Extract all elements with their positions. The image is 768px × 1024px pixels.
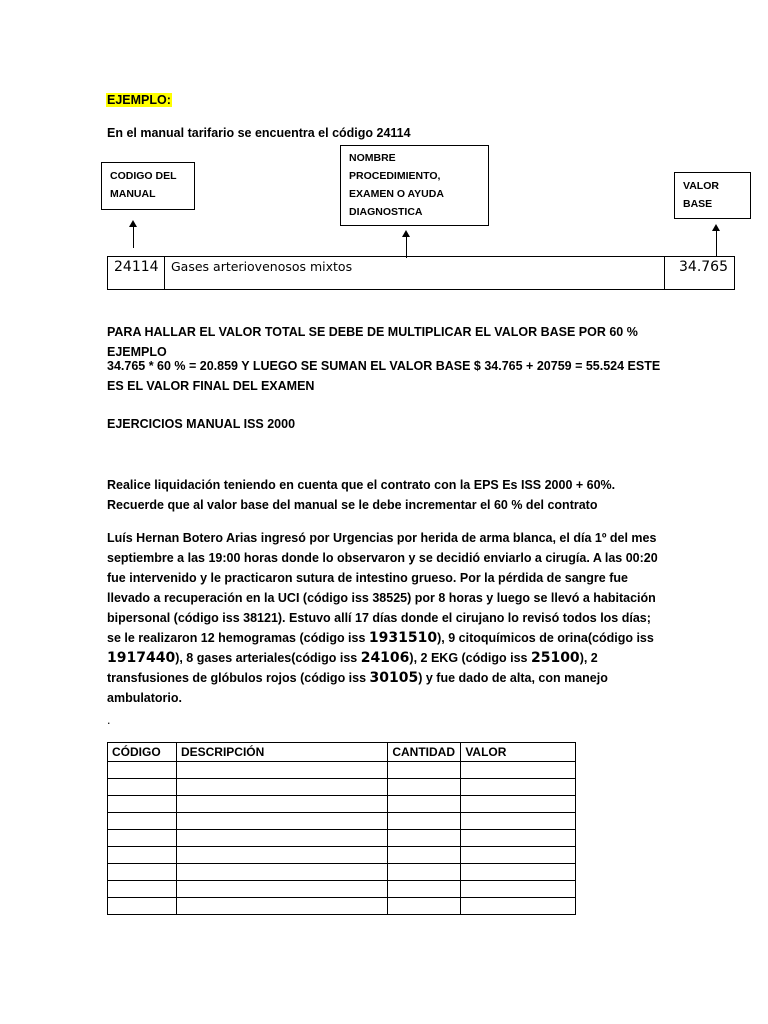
table-row (108, 881, 576, 898)
case-part-3: ), 8 gases arteriales(código iss (175, 651, 361, 665)
cell-cantidad[interactable] (388, 796, 461, 813)
table-row (108, 847, 576, 864)
example-value: 34.765 (679, 259, 728, 275)
case-code-2: 1917440 (107, 650, 176, 666)
cell-valor[interactable] (461, 762, 576, 779)
cell-codigo[interactable] (108, 830, 177, 847)
box-codigo-manual: CODIGO DEL MANUAL (101, 162, 195, 210)
cell-codigo[interactable] (108, 864, 177, 881)
example-description: Gases arteriovenosos mixtos (165, 257, 665, 289)
case-part-2: ), 9 citoquímicos de orina(código iss (437, 631, 654, 645)
example-label-wrap (106, 91, 172, 109)
table-row (108, 830, 576, 847)
cell-valor[interactable] (461, 830, 576, 847)
cell-cantidad[interactable] (388, 830, 461, 847)
header-descripcion: DESCRIPCIÓN (176, 743, 387, 762)
arrow-codigo (133, 226, 134, 248)
instructions-text: Realice liquidación teniendo en cuenta que el contrato con la EPS Es ISS 2000 + 60%. Recuerde que al valor base del manual se le debe incrementar el 60 % del contrato (107, 478, 616, 512)
arrow-nombre (406, 236, 407, 258)
case-code-1: 1931510 (368, 630, 438, 646)
cell-descripcion[interactable] (176, 779, 387, 796)
cell-valor[interactable] (461, 796, 576, 813)
liquidation-table (107, 742, 576, 915)
intro-text: En el manual tarifario se encuentra el código 24114 (107, 126, 411, 140)
cell-descripcion[interactable] (176, 762, 387, 779)
table-row (108, 864, 576, 881)
box-nombre-procedimiento: NOMBRE PROCEDIMIENTO, EXAMEN O AYUDA DIAGNOSTICA (340, 145, 489, 226)
cell-valor[interactable] (461, 847, 576, 864)
example-code: 24114 (108, 257, 165, 289)
cell-valor[interactable] (461, 779, 576, 796)
cell-codigo[interactable] (108, 881, 177, 898)
cell-cantidad[interactable] (388, 813, 461, 830)
cell-descripcion[interactable] (176, 796, 387, 813)
case-code-5: 30105 (369, 670, 419, 686)
cell-valor[interactable] (461, 881, 576, 898)
case-part-6: ) y fue dado de alta, con manejo ambulatorio. (107, 671, 608, 705)
box-valor-base: VALOR BASE (674, 172, 751, 219)
cell-cantidad[interactable] (388, 779, 461, 796)
cell-descripcion[interactable] (176, 864, 387, 881)
table-row (108, 796, 576, 813)
cell-descripcion[interactable] (176, 847, 387, 864)
cell-codigo[interactable] (108, 847, 177, 864)
arrow-valor (716, 230, 717, 256)
table-row (108, 779, 576, 796)
cell-codigo[interactable] (108, 813, 177, 830)
table-row (108, 762, 576, 779)
case-code-4: 25100 (530, 650, 580, 666)
cell-cantidad[interactable] (388, 881, 461, 898)
header-valor: VALOR (461, 743, 576, 762)
cell-codigo[interactable] (108, 779, 177, 796)
table-row (108, 898, 576, 915)
cell-descripcion[interactable] (176, 898, 387, 915)
case-code-3: 24106 (360, 650, 410, 666)
cell-valor[interactable] (461, 898, 576, 915)
example-label: EJEMPLO: (107, 93, 171, 107)
cell-cantidad[interactable] (388, 847, 461, 864)
cell-codigo[interactable] (108, 762, 177, 779)
exercises-title: EJERCICIOS MANUAL ISS 2000 (107, 417, 296, 431)
case-text (107, 528, 667, 708)
table-header-row (108, 743, 576, 762)
rule-text: PARA HALLAR EL VALOR TOTAL SE DEBE DE MULTIPLICAR EL VALOR BASE POR 60 % EJEMPLO (107, 325, 638, 359)
example-row (107, 256, 735, 290)
cell-codigo[interactable] (108, 898, 177, 915)
stray-dot: . (107, 713, 111, 727)
cell-valor[interactable] (461, 813, 576, 830)
table-row (108, 813, 576, 830)
cell-descripcion[interactable] (176, 830, 387, 847)
case-part-1: Luís Hernan Botero Arias ingresó por Urgencias por herida de arma blanca, el día 1º del mes septiembre a las 19:00 horas donde lo observaron y se decidió enviarlo a cirugía. A las 00:20 fue intervenido y le practicaron sutura de intestino grueso. Por la pérdida de sangre fue llevado a recuperación en la UCI (código iss 38525) por 8 horas y luego se llevó a habitación bipersonal (código iss 38121). Estuvo allí 17 días donde el cirujano lo revisó todos los días; se le realizaron 12 hemogramas (código iss (107, 531, 658, 645)
cell-cantidad[interactable] (388, 864, 461, 881)
cell-descripcion[interactable] (176, 881, 387, 898)
case-part-4: ), 2 EKG (código iss (409, 651, 531, 665)
cell-cantidad[interactable] (388, 762, 461, 779)
cell-codigo[interactable] (108, 796, 177, 813)
calc-text: 34.765 * 60 % = 20.859 Y LUEGO SE SUMAN EL VALOR BASE $ 34.765 + 20759 = 55.524 ESTE ES EL VALOR FINAL DEL EXAMEN (107, 359, 661, 393)
header-cantidad: CANTIDAD (388, 743, 461, 762)
cell-cantidad[interactable] (388, 898, 461, 915)
header-codigo: CÓDIGO (108, 743, 177, 762)
cell-valor[interactable] (461, 864, 576, 881)
case-part-5: ), 2 transfusiones de glóbulos rojos (código iss (107, 651, 598, 685)
cell-descripcion[interactable] (176, 813, 387, 830)
